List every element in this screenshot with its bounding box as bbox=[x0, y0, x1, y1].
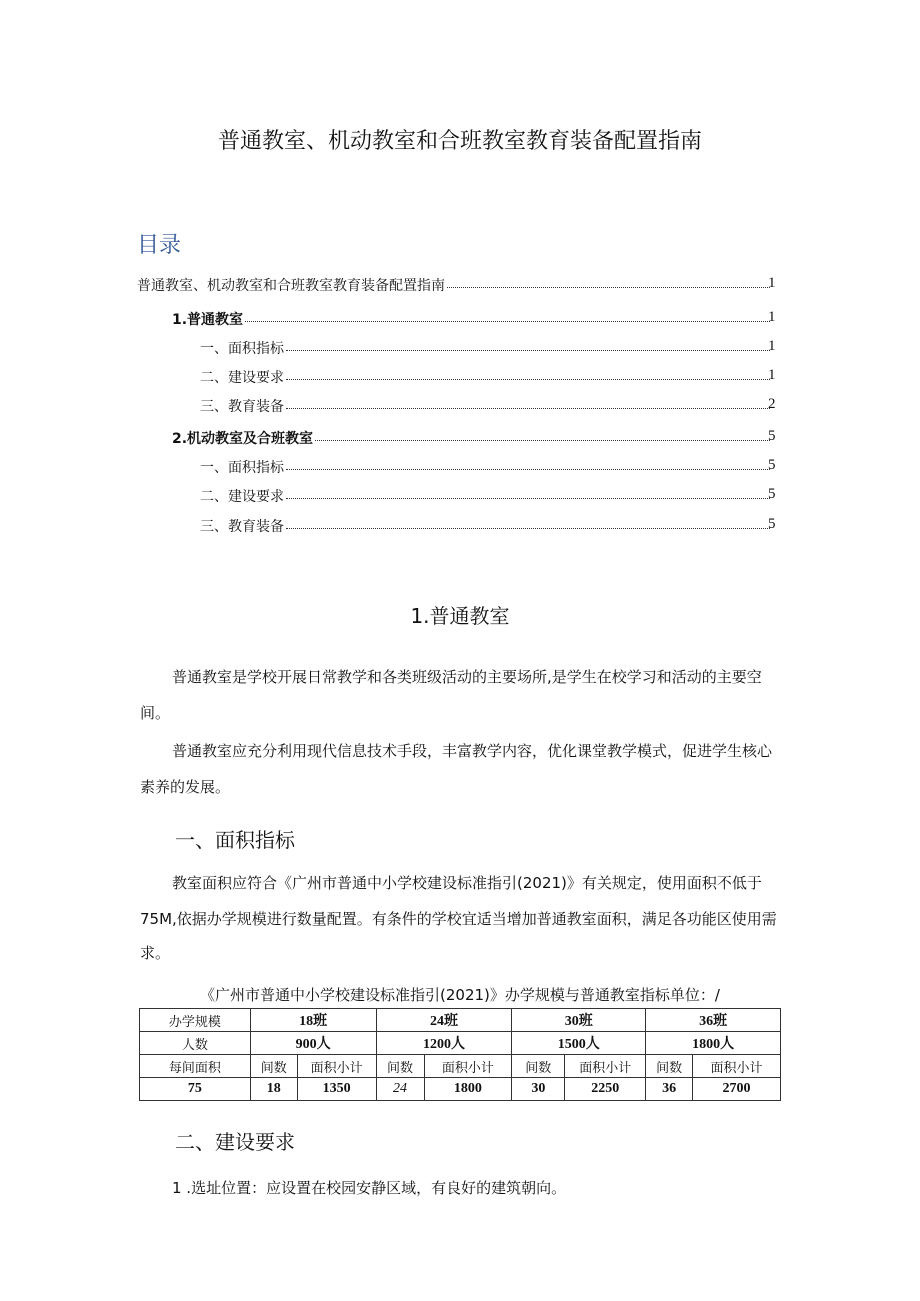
table-cell: 24班 bbox=[376, 1009, 512, 1032]
table-caption: 《广州市普通中小学校建设标准指引(2021)》办学规模与普通教室指标单位：/ bbox=[200, 986, 720, 1004]
table-cell: 间数 bbox=[512, 1055, 565, 1078]
toc-page-number: 5 bbox=[768, 457, 776, 473]
toc-leader-dots bbox=[286, 408, 770, 409]
table-cell: 间数 bbox=[250, 1055, 297, 1078]
toc-page-number: 1 bbox=[768, 275, 776, 291]
toc-page-number: 1 bbox=[768, 367, 776, 383]
table-cell: 1200人 bbox=[376, 1032, 512, 1055]
subsection-heading: 一、面积指标 bbox=[175, 828, 295, 852]
table-cell: 间数 bbox=[376, 1055, 424, 1078]
table-cell: 面积小计 bbox=[565, 1055, 646, 1078]
section-heading: 1.普通教室 bbox=[410, 604, 510, 628]
toc-leader-dots bbox=[245, 321, 770, 322]
toc-entry-label: 2.机动教室及合班教室 bbox=[172, 428, 315, 448]
table-cell: 1350 bbox=[297, 1078, 376, 1101]
table-cell: 36班 bbox=[646, 1009, 781, 1032]
table-cell: 1800人 bbox=[646, 1032, 781, 1055]
toc-entry[interactable] bbox=[0, 338, 920, 358]
toc-leader-dots bbox=[286, 498, 770, 499]
toc-entry-label: 一、面积指标 bbox=[200, 338, 286, 358]
paragraph: 求。 bbox=[140, 944, 171, 962]
table-cell: 18班 bbox=[250, 1009, 376, 1032]
paragraph: 素养的发展。 bbox=[140, 778, 231, 796]
paragraph: 普通教室应充分利用现代信息技术手段，丰富教学内容，优化课堂教学模式，促进学生核心 bbox=[172, 742, 773, 760]
table-cell: 办学规模 bbox=[140, 1009, 251, 1032]
toc-leader-dots bbox=[286, 528, 770, 529]
toc-entry[interactable] bbox=[0, 428, 920, 448]
toc-page-number: 5 bbox=[768, 486, 776, 502]
toc-entry-label: 1.普通教室 bbox=[172, 309, 245, 329]
toc-entry[interactable] bbox=[0, 486, 920, 506]
toc-leader-dots bbox=[286, 350, 770, 351]
toc-entry-label: 三、教育装备 bbox=[200, 396, 286, 416]
toc-entry-label: 一、面积指标 bbox=[200, 457, 286, 477]
table-cell: 18 bbox=[250, 1078, 297, 1101]
table-row bbox=[140, 1055, 781, 1078]
table-cell: 75 bbox=[140, 1078, 251, 1101]
paragraph: 间。 bbox=[140, 704, 171, 722]
toc-heading: 目录 bbox=[137, 233, 182, 258]
table-cell: 间数 bbox=[646, 1055, 693, 1078]
toc-entry-label: 普通教室、机动教室和合班教室教育装备配置指南 bbox=[137, 275, 447, 295]
toc-leader-dots bbox=[447, 287, 770, 288]
table-cell: 面积小计 bbox=[424, 1055, 512, 1078]
table-row bbox=[140, 1032, 781, 1055]
toc-page-number: 5 bbox=[768, 428, 776, 444]
table-row bbox=[140, 1009, 781, 1032]
toc-leader-dots bbox=[286, 469, 770, 470]
document-title: 普通教室、机动教室和合班教室教育装备配置指南 bbox=[217, 129, 702, 154]
toc-page-number: 5 bbox=[768, 516, 776, 532]
toc-entry[interactable] bbox=[0, 367, 920, 387]
table-cell: 900人 bbox=[250, 1032, 376, 1055]
toc-leader-dots bbox=[315, 440, 770, 441]
table-cell: 24 bbox=[376, 1078, 424, 1101]
table-cell: 2700 bbox=[693, 1078, 781, 1101]
table-cell: 1500人 bbox=[512, 1032, 646, 1055]
table-cell: 30班 bbox=[512, 1009, 646, 1032]
toc-page-number: 1 bbox=[768, 309, 776, 325]
paragraph: 教室面积应符合《广州市普通中小学校建设标准指引(2021)》有关规定，使用面积不低于 bbox=[172, 874, 762, 892]
toc-entry[interactable] bbox=[0, 396, 920, 416]
subsection-heading: 二、建设要求 bbox=[175, 1130, 295, 1154]
toc-entry-label: 二、建设要求 bbox=[200, 486, 286, 506]
table-cell: 2250 bbox=[565, 1078, 646, 1101]
toc-entry[interactable] bbox=[0, 275, 920, 295]
table-cell: 30 bbox=[512, 1078, 565, 1101]
table-cell: 面积小计 bbox=[693, 1055, 781, 1078]
toc-entry-label: 二、建设要求 bbox=[200, 367, 286, 387]
table-cell: 面积小计 bbox=[297, 1055, 376, 1078]
toc-leader-dots bbox=[286, 379, 770, 380]
toc-page-number: 1 bbox=[768, 338, 776, 354]
toc-entry[interactable] bbox=[0, 516, 920, 536]
table-cell: 人数 bbox=[140, 1032, 251, 1055]
table-cell: 36 bbox=[646, 1078, 693, 1101]
paragraph: 75M,依据办学规模进行数量配置。有条件的学校宜适当增加普通教室面积，满足各功能区使用需 bbox=[140, 910, 777, 928]
classroom-index-table bbox=[139, 1008, 781, 1101]
table-row bbox=[140, 1078, 781, 1101]
toc-entry-label: 三、教育装备 bbox=[200, 516, 286, 536]
toc-entry[interactable] bbox=[0, 457, 920, 477]
toc-entry[interactable] bbox=[0, 309, 920, 329]
list-item: 1 .选址位置：应设置在校园安静区域，有良好的建筑朝向。 bbox=[172, 1179, 567, 1197]
paragraph: 普通教室是学校开展日常教学和各类班级活动的主要场所,是学生在校学习和活动的主要空 bbox=[172, 668, 762, 686]
toc-page-number: 2 bbox=[768, 396, 776, 412]
table-cell: 1800 bbox=[424, 1078, 512, 1101]
table-cell: 每间面积 bbox=[140, 1055, 251, 1078]
